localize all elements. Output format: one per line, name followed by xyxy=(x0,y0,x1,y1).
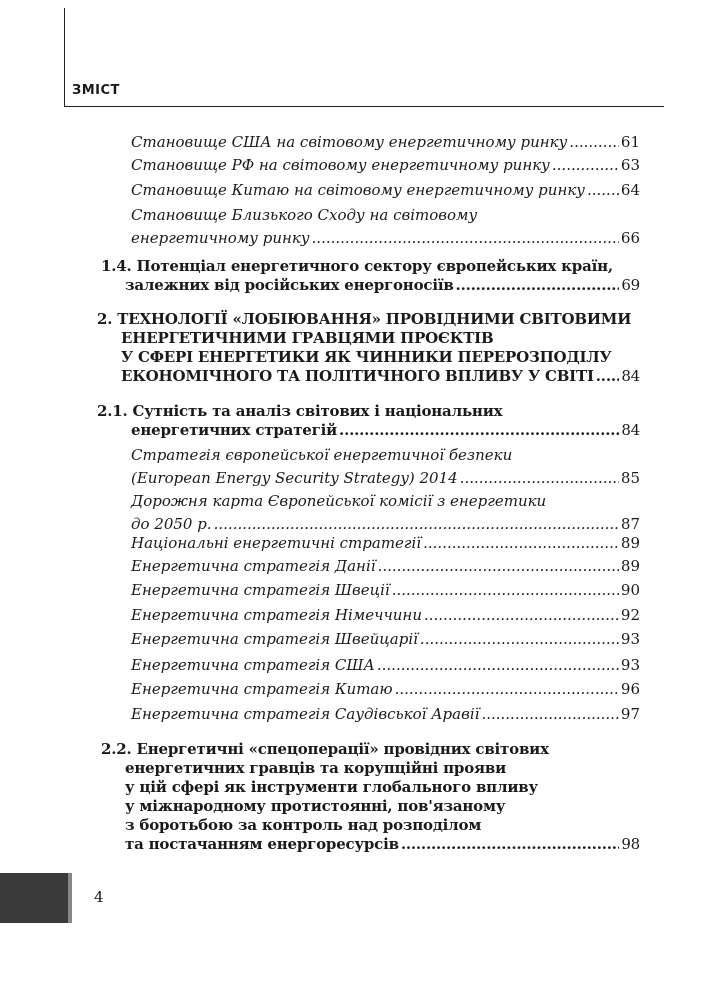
toc-entry-text: 2.1. Сутність та аналіз світових і національних xyxy=(97,402,503,420)
toc-entry-text: 2.2. Енергетичні «спецоперації» провідних світових xyxy=(101,740,549,758)
toc-entry-text: Енергетична стратегія Данії xyxy=(131,557,376,575)
toc-entry-text: у цій сфері як інструменти глобального впливу xyxy=(125,778,538,796)
toc-entry-line xyxy=(131,515,640,533)
toc-dot-leader xyxy=(214,515,619,533)
toc-entry-line xyxy=(131,181,640,199)
toc-page-number: 97 xyxy=(620,705,640,723)
toc-entry-line xyxy=(131,229,640,247)
toc-dot-leader xyxy=(587,181,619,199)
toc-page-number: 89 xyxy=(620,534,640,552)
toc-entry-line xyxy=(131,581,640,599)
toc-page-number: 89 xyxy=(620,557,640,575)
toc-entry-line xyxy=(131,705,640,723)
toc-entry-line xyxy=(131,557,640,575)
toc-entry-line xyxy=(125,816,481,834)
toc-page-number: 64 xyxy=(620,181,640,199)
toc-dot-leader xyxy=(460,469,619,487)
toc-entry-text: до 2050 р. xyxy=(131,515,212,533)
toc-entry-line xyxy=(131,534,640,552)
toc-entry-line xyxy=(131,469,640,487)
toc-dot-leader xyxy=(401,835,619,853)
toc-entry-text: залежних від російських енергоносіїв xyxy=(125,276,454,294)
toc-dot-leader xyxy=(481,705,618,723)
toc-dot-leader xyxy=(392,581,619,599)
toc-entry-line xyxy=(125,835,640,853)
toc-entry-line xyxy=(101,257,613,275)
toc-page-number: 63 xyxy=(620,156,640,174)
toc-entry-text: Становище Близького Сходу на світовому xyxy=(131,206,478,224)
toc-entry-text: ЕКОНОМІЧНОГО ТА ПОЛІТИЧНОГО ВПЛИВУ У СВІТІ xyxy=(121,367,594,385)
toc-page-number: 90 xyxy=(620,581,640,599)
toc-entry-line xyxy=(97,402,502,420)
toc-page-number: 93 xyxy=(620,630,640,648)
toc-entry-text: енергетичному ринку xyxy=(131,229,310,247)
toc-page-number: 85 xyxy=(620,469,640,487)
toc-dot-leader xyxy=(420,630,619,648)
toc-entry-text: Енергетична стратегія Швеції xyxy=(131,581,390,599)
toc-entry-line xyxy=(131,630,640,648)
toc-dot-leader xyxy=(456,276,620,294)
toc-entry-text: Енергетична стратегія Німеччини xyxy=(131,606,422,624)
toc-page-number: 93 xyxy=(620,656,640,674)
toc-dot-leader xyxy=(395,680,619,698)
toc-page-number: 98 xyxy=(621,835,640,853)
toc-dot-leader xyxy=(423,534,619,552)
toc-page-number: 61 xyxy=(620,133,640,151)
toc-entry-text: Становище Китаю на світовому енергетичному ринку xyxy=(131,181,585,199)
toc-entry-line xyxy=(131,133,640,151)
toc-entry-line xyxy=(131,492,546,510)
toc-entry-line xyxy=(125,778,538,796)
toc-entry-line xyxy=(125,759,506,777)
toc-entry-text: ЕНЕРГЕТИЧНИМИ ГРАВЦЯМИ ПРОЄКТІВ xyxy=(121,329,494,347)
toc-entry-text: Стратегія європейської енергетичної безпеки xyxy=(131,446,513,464)
toc-entry-text: Енергетична стратегія США xyxy=(131,656,375,674)
toc-entry-text: 2. ТЕХНОЛОГІЇ «ЛОБІЮВАННЯ» ПРОВІДНИМИ СВІТОВИМИ xyxy=(97,310,632,328)
toc-dot-leader xyxy=(377,656,619,674)
toc-entry-line xyxy=(97,310,631,328)
toc-dot-leader xyxy=(569,133,619,151)
toc-entry-line xyxy=(121,367,640,385)
toc-entry-text: Національні енергетичні стратегії xyxy=(131,534,422,552)
toc-entry-line xyxy=(101,740,549,758)
toc-page-number: 87 xyxy=(620,515,640,533)
toc-entry-text: Дорожня карта Європейської комісії з енергетики xyxy=(131,492,547,510)
toc-entry-text: Енергетична стратегія Китаю xyxy=(131,680,393,698)
toc-entry-text: Становище США на світовому енергетичному ринку xyxy=(131,133,568,151)
toc-entry-line xyxy=(131,656,640,674)
toc-dot-leader xyxy=(552,156,619,174)
page-corner-block xyxy=(0,873,68,923)
toc-entry-line xyxy=(125,276,640,294)
toc-entry-text: Енергетична стратегія Швейцарії xyxy=(131,630,418,648)
toc-page-number: 84 xyxy=(621,421,640,439)
page-corner-block-edge xyxy=(68,873,72,923)
toc-entry-text: у міжнародному протистоянні, пов'язаному xyxy=(125,797,506,815)
toc-dot-leader xyxy=(339,421,619,439)
toc-entry-text: Становище РФ на світовому енергетичному ринку xyxy=(131,156,550,174)
toc-page-number: 69 xyxy=(621,276,640,294)
toc-entry-line xyxy=(131,446,512,464)
toc-entry-text: з боротьбою за контроль над розподілом xyxy=(125,816,482,834)
toc-page-number: 84 xyxy=(621,367,640,385)
toc-entry-text: Енергетична стратегія Саудівської Аравії xyxy=(131,705,480,723)
toc-page-number: 96 xyxy=(620,680,640,698)
toc-dot-leader xyxy=(596,367,620,385)
page-header-title: ЗМІСТ xyxy=(72,83,120,98)
toc-entry-line xyxy=(131,156,640,174)
toc-entry-text: та постачанням енергоресурсів xyxy=(125,835,399,853)
toc-entry-line xyxy=(121,329,493,347)
page-number: 4 xyxy=(94,888,104,906)
toc-dot-leader xyxy=(424,606,619,624)
toc-entry-text: 1.4. Потенціал енергетичного сектору європейських країн, xyxy=(101,257,613,275)
toc-entry-text: У СФЕРІ ЕНЕРГЕТИКИ ЯК ЧИННИКИ ПЕРЕРОЗПОДІЛУ xyxy=(121,348,612,366)
toc-entry-line xyxy=(131,680,640,698)
toc-page-number: 92 xyxy=(620,606,640,624)
toc-dot-leader xyxy=(312,229,619,247)
toc-entry-line xyxy=(121,348,611,366)
toc-entry-line xyxy=(131,206,477,224)
header-horizontal-rule xyxy=(64,106,664,107)
toc-entry-line xyxy=(125,797,505,815)
header-vertical-rule xyxy=(64,8,65,106)
toc-entry-text: енергетичних гравців та корупційні прояви xyxy=(125,759,507,777)
toc-page-number: 66 xyxy=(620,229,640,247)
toc-entry-line xyxy=(131,606,640,624)
toc-entry-text: (European Energy Security Strategy) 2014 xyxy=(131,469,458,487)
toc-dot-leader xyxy=(378,557,619,575)
toc-entry-text: енергетичних стратегій xyxy=(131,421,338,439)
toc-entry-line xyxy=(131,421,640,439)
